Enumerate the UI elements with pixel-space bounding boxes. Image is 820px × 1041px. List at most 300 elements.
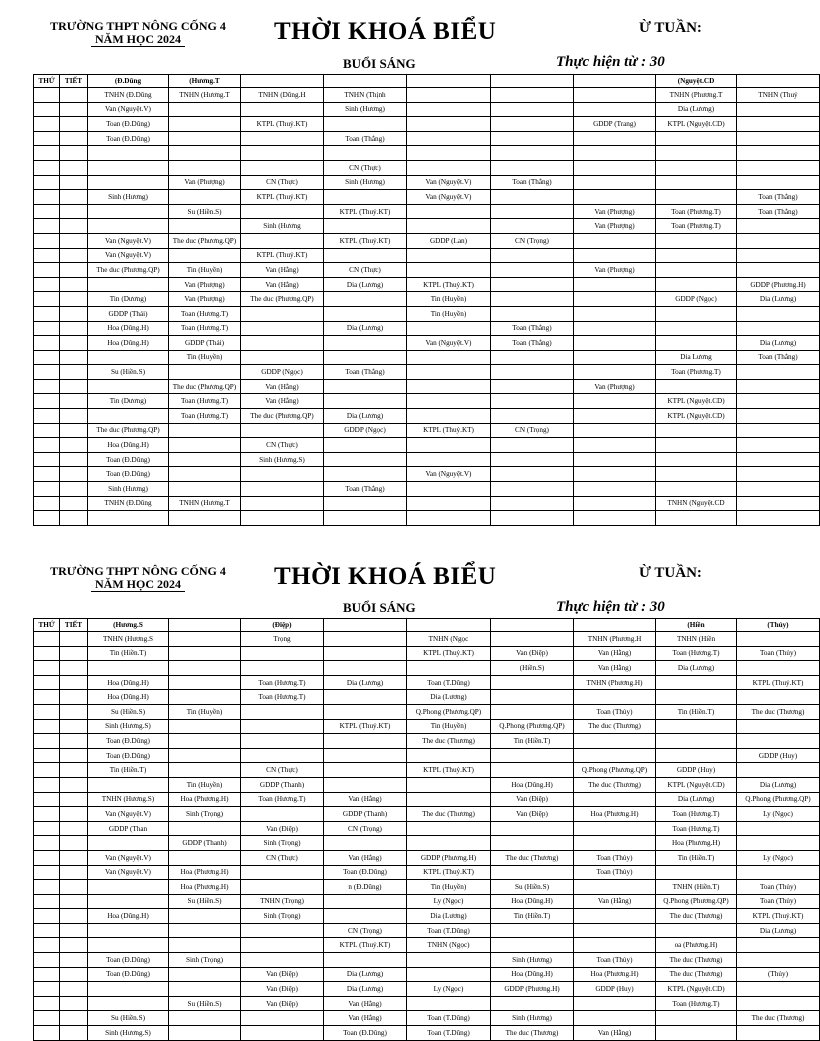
class-cell	[169, 423, 241, 438]
class-cell: Van (Điệp)	[491, 792, 574, 807]
period-cell	[60, 719, 88, 734]
class-cell	[241, 646, 324, 661]
class-cell: Dia Lương	[656, 350, 737, 365]
class-cell	[241, 467, 324, 482]
day-cell	[34, 350, 60, 365]
class-cell: Tin (Hiền.T)	[491, 734, 574, 749]
school-line-1: TRƯỜNG THPT NÔNG CỐNG 4	[50, 564, 226, 578]
class-cell	[241, 1011, 324, 1026]
class-cell: The duc (Phương.QP)	[169, 379, 241, 394]
week-label: Ừ TUẦN:	[639, 565, 702, 581]
class-cell	[737, 452, 820, 467]
class-cell: Sinh (Hương)	[324, 175, 407, 190]
class-cell: Sinh (Hương.S)	[88, 1026, 169, 1041]
day-cell	[34, 336, 60, 351]
class-cell	[324, 248, 407, 263]
table-row	[34, 306, 820, 321]
class-cell	[574, 690, 656, 705]
table-row	[34, 131, 820, 146]
class-cell	[324, 763, 407, 778]
class-cell: Van (Hằng)	[574, 1026, 656, 1041]
class-cell	[656, 379, 737, 394]
class-cell	[656, 923, 737, 938]
class-cell: Van (Phượng)	[574, 379, 656, 394]
class-cell: The duc (Phương.QP)	[169, 233, 241, 248]
class-cell	[574, 409, 656, 424]
class-cell: Tin (Huyền)	[407, 306, 491, 321]
class-cell	[407, 365, 491, 380]
class-cell	[491, 836, 574, 851]
class-cell: CN (Thực)	[241, 850, 324, 865]
class-cell	[737, 836, 820, 851]
table-row	[34, 204, 820, 219]
day-cell	[34, 263, 60, 278]
table-row	[34, 967, 820, 982]
class-cell	[88, 996, 169, 1011]
class-cell	[574, 321, 656, 336]
session-label: BUỔI SÁNG	[343, 600, 416, 615]
class-cell	[169, 661, 241, 676]
day-cell	[34, 792, 60, 807]
day-cell	[34, 248, 60, 263]
class-cell	[407, 511, 491, 526]
header-cell	[407, 619, 491, 632]
class-cell	[491, 496, 574, 511]
class-cell	[88, 409, 169, 424]
class-cell: CN (Trọng)	[491, 233, 574, 248]
class-cell: TNHN (Hương.T	[169, 88, 241, 103]
period-cell	[60, 734, 88, 749]
period-cell	[60, 511, 88, 526]
class-cell	[491, 394, 574, 409]
class-cell	[407, 821, 491, 836]
class-cell	[737, 982, 820, 997]
class-cell: Hoa (Phương.H)	[169, 792, 241, 807]
class-cell: KTPL (Thuỷ.KT)	[737, 675, 820, 690]
class-cell	[241, 865, 324, 880]
class-cell	[324, 777, 407, 792]
period-cell	[60, 248, 88, 263]
class-cell: The duc (Thương)	[737, 1011, 820, 1026]
class-cell	[407, 967, 491, 982]
class-cell	[737, 423, 820, 438]
class-cell	[169, 160, 241, 175]
class-cell	[241, 306, 324, 321]
class-cell	[407, 777, 491, 792]
class-cell: Van (Điệp)	[241, 821, 324, 836]
header-cell: TIẾT	[60, 619, 88, 632]
school-name	[48, 565, 228, 592]
day-cell	[34, 865, 60, 880]
header-cell: (Hiền	[656, 619, 737, 632]
class-cell	[88, 160, 169, 175]
class-cell	[491, 704, 574, 719]
period-cell	[60, 807, 88, 822]
class-cell: KTPL (Nguyệt.CD)	[656, 117, 737, 132]
class-cell	[169, 117, 241, 132]
day-cell	[34, 734, 60, 749]
class-cell	[656, 321, 737, 336]
class-cell: Toan (Thắng)	[491, 336, 574, 351]
class-cell: Toan (Đ.Dũng)	[88, 953, 169, 968]
day-cell	[34, 675, 60, 690]
class-cell: TNHN (Hiền	[656, 632, 737, 647]
table-row	[34, 423, 820, 438]
class-cell	[491, 219, 574, 234]
class-cell: oa (Phương.H)	[656, 938, 737, 953]
day-cell	[34, 511, 60, 526]
period-cell	[60, 482, 88, 497]
class-cell: GDDP (Huy)	[737, 748, 820, 763]
class-cell	[324, 379, 407, 394]
table-row	[34, 102, 820, 117]
class-cell	[241, 923, 324, 938]
day-cell	[34, 646, 60, 661]
class-cell: CN (Thực)	[241, 175, 324, 190]
day-cell	[34, 452, 60, 467]
class-cell: Toan (Hương.T)	[169, 321, 241, 336]
class-cell: Su (Hiền.S)	[88, 704, 169, 719]
class-cell: Sinh (Hương.S)	[241, 452, 324, 467]
class-cell: Toan (Hương.T)	[169, 394, 241, 409]
day-cell	[34, 277, 60, 292]
class-cell	[241, 953, 324, 968]
class-cell	[737, 102, 820, 117]
table-row	[34, 219, 820, 234]
class-cell	[491, 511, 574, 526]
class-cell	[491, 996, 574, 1011]
class-cell	[407, 321, 491, 336]
class-cell	[324, 452, 407, 467]
class-cell	[574, 1011, 656, 1026]
class-cell: Toan (Hương.T)	[241, 690, 324, 705]
class-cell: Van (Hằng)	[241, 277, 324, 292]
class-cell: n (Đ.Dũng)	[324, 880, 407, 895]
class-cell	[241, 233, 324, 248]
class-cell	[491, 131, 574, 146]
class-cell	[324, 909, 407, 924]
class-cell	[169, 1026, 241, 1041]
table-row	[34, 923, 820, 938]
class-cell	[737, 248, 820, 263]
class-cell	[169, 675, 241, 690]
class-cell: Tin (Hiền.T)	[656, 850, 737, 865]
school-line-2: NĂM HỌC 2024	[91, 33, 185, 47]
class-cell	[656, 306, 737, 321]
class-cell	[324, 836, 407, 851]
class-cell: GDDP (Lan)	[407, 233, 491, 248]
class-cell: Su (Hiền.S)	[169, 204, 241, 219]
period-cell	[60, 953, 88, 968]
table-row	[34, 248, 820, 263]
class-cell	[407, 263, 491, 278]
class-cell	[574, 277, 656, 292]
header-cell: (Hương.S	[88, 619, 169, 632]
class-cell	[324, 292, 407, 307]
class-cell: TNHN (Phương.T	[656, 88, 737, 103]
class-cell	[737, 632, 820, 647]
day-cell	[34, 394, 60, 409]
day-cell	[34, 496, 60, 511]
class-cell: Toan (T.Dũng)	[407, 675, 491, 690]
class-cell	[656, 719, 737, 734]
class-cell	[656, 734, 737, 749]
period-cell	[60, 967, 88, 982]
table-row	[34, 763, 820, 778]
class-cell	[491, 675, 574, 690]
class-cell	[88, 894, 169, 909]
class-cell	[407, 379, 491, 394]
table-row	[34, 704, 820, 719]
class-cell: GDDP (Than	[88, 821, 169, 836]
table-row	[34, 836, 820, 851]
class-cell	[656, 467, 737, 482]
class-cell: Dia (Lương)	[324, 982, 407, 997]
day-cell	[34, 1026, 60, 1041]
day-cell	[34, 321, 60, 336]
table-row	[34, 511, 820, 526]
table-row	[34, 394, 820, 409]
class-cell	[324, 511, 407, 526]
class-cell: The duc (Thương)	[574, 719, 656, 734]
class-cell: The duc (Phương.QP)	[241, 292, 324, 307]
class-cell	[737, 821, 820, 836]
class-cell: TNHN (Dũng.H	[241, 88, 324, 103]
header-cell	[737, 75, 820, 88]
class-cell	[737, 763, 820, 778]
class-cell: The duc (Thương)	[656, 967, 737, 982]
class-cell	[574, 190, 656, 205]
class-cell: Toan (Hương.T)	[241, 675, 324, 690]
period-cell	[60, 365, 88, 380]
table-row	[34, 350, 820, 365]
table-row	[34, 321, 820, 336]
class-cell	[241, 160, 324, 175]
class-cell	[324, 438, 407, 453]
period-cell	[60, 146, 88, 161]
table-row	[34, 850, 820, 865]
period-cell	[60, 1026, 88, 1041]
class-cell	[574, 734, 656, 749]
class-cell	[574, 909, 656, 924]
period-cell	[60, 409, 88, 424]
class-cell: Hoa (Dũng.H)	[88, 321, 169, 336]
period-cell	[60, 263, 88, 278]
class-cell: Van (Hằng)	[241, 379, 324, 394]
table-row	[34, 175, 820, 190]
class-cell: Q.Phong (Phương.QP)	[656, 894, 737, 909]
class-cell	[324, 704, 407, 719]
class-cell: Hoa (Dũng.H)	[88, 690, 169, 705]
class-cell	[169, 467, 241, 482]
class-cell	[324, 734, 407, 749]
class-cell	[656, 131, 737, 146]
class-cell	[324, 748, 407, 763]
header-cell: THỨ	[34, 619, 60, 632]
period-cell	[60, 675, 88, 690]
class-cell: Dia (Lương)	[407, 909, 491, 924]
class-cell	[407, 748, 491, 763]
class-cell	[241, 748, 324, 763]
class-cell: KTPL (Thuỷ.KT)	[407, 423, 491, 438]
class-cell: TNHN (Trọng)	[241, 894, 324, 909]
class-cell	[737, 321, 820, 336]
class-cell	[169, 452, 241, 467]
class-cell	[407, 409, 491, 424]
class-cell	[241, 336, 324, 351]
class-cell: Hoa (Dũng.H)	[88, 675, 169, 690]
class-cell	[241, 131, 324, 146]
period-cell	[60, 204, 88, 219]
class-cell: CN (Trọng)	[324, 923, 407, 938]
class-cell	[241, 704, 324, 719]
period-cell	[60, 102, 88, 117]
class-cell	[656, 452, 737, 467]
class-cell: GDDP (Phương.H)	[491, 982, 574, 997]
class-cell: KTPL (Thuỷ.KT)	[407, 865, 491, 880]
class-cell	[656, 1026, 737, 1041]
class-cell: Toan (Thắng)	[491, 321, 574, 336]
class-cell: Hoa (Dũng.H)	[88, 438, 169, 453]
class-cell: The duc (Thương)	[491, 850, 574, 865]
class-cell: Su (Hiền.S)	[88, 1011, 169, 1026]
period-cell	[60, 496, 88, 511]
class-cell: Hoa (Dũng.H)	[88, 909, 169, 924]
class-cell: Hoa (Phương.H)	[574, 807, 656, 822]
class-cell	[656, 438, 737, 453]
class-cell	[574, 350, 656, 365]
school-line-1: TRƯỜNG THPT NÔNG CỐNG 4	[50, 19, 226, 33]
class-cell: Su (Hiền.S)	[491, 880, 574, 895]
class-cell: Van (Phượng)	[169, 277, 241, 292]
class-cell: Sinh (Hương)	[88, 190, 169, 205]
class-cell: Toan (Hương.T)	[169, 409, 241, 424]
class-cell	[324, 496, 407, 511]
class-cell	[407, 350, 491, 365]
class-cell	[407, 661, 491, 676]
header-row	[34, 75, 820, 88]
class-cell	[324, 336, 407, 351]
class-cell	[169, 102, 241, 117]
class-cell: The duc (Thương)	[574, 777, 656, 792]
class-cell	[169, 821, 241, 836]
class-cell	[324, 394, 407, 409]
class-cell: The duc (Thương)	[737, 704, 820, 719]
table-row	[34, 880, 820, 895]
class-cell	[574, 88, 656, 103]
day-cell	[34, 704, 60, 719]
class-cell	[407, 204, 491, 219]
table-row	[34, 379, 820, 394]
class-cell	[324, 953, 407, 968]
class-cell	[574, 996, 656, 1011]
period-cell	[60, 336, 88, 351]
day-cell	[34, 219, 60, 234]
class-cell: Dia (Lương)	[737, 292, 820, 307]
class-cell	[737, 409, 820, 424]
class-cell	[574, 748, 656, 763]
class-cell: GDDP (Phương.H)	[407, 850, 491, 865]
class-cell: Tin (Hiền.T)	[491, 909, 574, 924]
table-row	[34, 1026, 820, 1041]
period-cell	[60, 160, 88, 175]
period-cell	[60, 117, 88, 132]
class-cell: Van (Hằng)	[241, 263, 324, 278]
class-cell	[491, 763, 574, 778]
class-cell	[491, 146, 574, 161]
table-row	[34, 88, 820, 103]
timetable-sheet-1	[0, 0, 806, 508]
week-label: Ừ TUẦN:	[639, 20, 702, 36]
class-cell: Sinh (Hương	[241, 219, 324, 234]
class-cell: CN (Thực)	[324, 263, 407, 278]
class-cell: GDDP (Thanh)	[324, 807, 407, 822]
class-cell: Tin (Hiền.T)	[88, 646, 169, 661]
class-cell	[574, 467, 656, 482]
class-cell	[656, 160, 737, 175]
class-cell	[491, 482, 574, 497]
session-label: BUỔI SÁNG	[343, 56, 416, 71]
header-cell	[574, 75, 656, 88]
class-cell: Tin (Dương)	[88, 292, 169, 307]
class-cell	[737, 496, 820, 511]
class-cell: Toan (Đ.Dũng)	[88, 734, 169, 749]
class-cell: TNHN (Hiền.T)	[656, 880, 737, 895]
effective-date-label: Thực hiện từ : 30	[556, 54, 665, 70]
class-cell: KTPL (Nguyệt.CD)	[656, 982, 737, 997]
class-cell	[737, 690, 820, 705]
class-cell: TNHN (Ngọc)	[407, 938, 491, 953]
period-cell	[60, 292, 88, 307]
class-cell	[737, 467, 820, 482]
class-cell	[88, 938, 169, 953]
day-cell	[34, 850, 60, 865]
table-row	[34, 938, 820, 953]
timetable-grid	[33, 74, 820, 526]
period-cell	[60, 321, 88, 336]
class-cell	[169, 1011, 241, 1026]
class-cell	[656, 865, 737, 880]
class-cell	[407, 88, 491, 103]
class-cell: Toan (Thắng)	[491, 175, 574, 190]
class-cell: Van (Nguyệt.V)	[88, 865, 169, 880]
class-cell: Van (Nguyệt.V)	[88, 850, 169, 865]
class-cell	[88, 204, 169, 219]
day-cell	[34, 836, 60, 851]
class-cell	[574, 102, 656, 117]
class-cell	[574, 306, 656, 321]
class-cell	[491, 409, 574, 424]
class-cell	[241, 482, 324, 497]
class-cell	[169, 909, 241, 924]
class-cell	[574, 131, 656, 146]
class-cell: TNHN (Hương.S	[88, 632, 169, 647]
class-cell: Van (Phượng)	[574, 204, 656, 219]
table-row	[34, 690, 820, 705]
table-row	[34, 277, 820, 292]
class-cell: Hoa (Phương.H)	[169, 865, 241, 880]
table-row	[34, 792, 820, 807]
class-cell: Van (Điệp)	[241, 982, 324, 997]
class-cell	[656, 748, 737, 763]
class-cell	[241, 496, 324, 511]
header-cell: (Đ.Dũng	[88, 75, 169, 88]
class-cell	[656, 146, 737, 161]
day-cell	[34, 160, 60, 175]
class-cell: GDDP (Trang)	[574, 117, 656, 132]
class-cell: Tin (Dương)	[88, 394, 169, 409]
class-cell: Sinh (Trọng)	[169, 953, 241, 968]
